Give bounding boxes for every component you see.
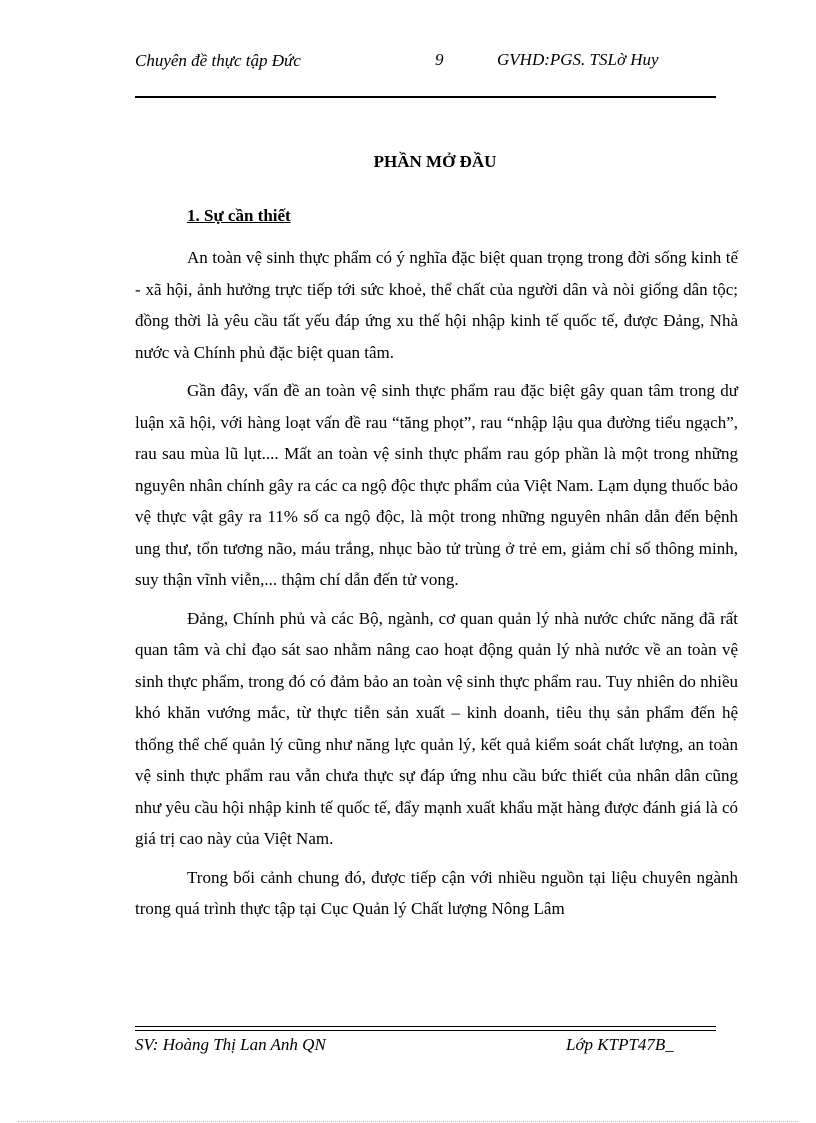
paragraph: An toàn vệ sinh thực phẩm có ý nghĩa đặc biệt quan trọng trong đời sống kinh tế - xã hội, ảnh hưởng trực tiếp tới sức khoẻ, thể chất của người dân và nòi giống dân tộc; đồng thời là yêu cầu tất yếu đáp ứng xu thế hội nhập kinh tế quốc tế, được Đảng, Nhà nước và Chính phủ đặc biệt quan tâm. (135, 248, 738, 362)
header-supervisor: GVHD:PGS. TSLờ Huy (497, 50, 659, 69)
body-content (135, 242, 738, 932)
paragraph: Gần đây, vấn đề an toàn vệ sinh thực phẩm rau đặc biệt gây quan tâm trong dư luận xã hội, với hàng loạt vấn đề rau “tăng phọt”, rau “nhập lậu qua đường tiểu ngạch”, rau sau mùa lũ lụt.... Mất an toàn vệ sinh thực phẩm rau góp phần là một trong những nguyên nhân chính gây ra các ca ngộ độc thực phẩm của Việt Nam. Lạm dụng thuốc bảo vệ thực vật gây ra 11% số ca ngộ độc, là một trong những nguyên nhân dẫn đến bệnh ung thư, tổn tương não, máu trắng, nhục bào tử trùng ở trẻ em, giảm chỉ số thông minh, suy thận vĩnh viễn,... thậm chí dẫn đến tử vong. (135, 381, 738, 589)
section-heading: 1. Sự cần thiết (187, 206, 291, 225)
footer-class: Lớp KTPT47B_ (566, 1035, 674, 1054)
header-document-title: Chuyên đề thực tập Đức (135, 51, 301, 70)
page-number: 9 (435, 50, 444, 69)
paragraph: Trong bối cảnh chung đó, được tiếp cận với nhiều nguồn tại liệu chuyên ngành trong quá trình thực tập tại Cục Quản lý Chất lượng Nông Lâm (135, 867, 738, 918)
page-edge-divider (18, 1121, 798, 1122)
footer-divider (135, 1026, 716, 1031)
footer-student-name: SV: Hoàng Thị Lan Anh QN (135, 1035, 326, 1054)
paragraph: Đảng, Chính phủ và các Bộ, ngành, cơ quan quản lý nhà nước chức năng đã rất quan tâm và chỉ đạo sát sao nhằm nâng cao hoạt động quản lý nhà nước về an toàn vệ sinh thực phẩm, trong đó có đảm bảo an toàn vệ sinh thực phẩm rau. Tuy nhiên do nhiều khó khăn vướng mắc, từ thực tiễn sản xuất – kinh doanh, tiêu thụ sản phẩm đến hệ thống thể chế quản lý cũng như năng lực quản lý, kết quả kiểm soát chất lượng, an toàn vệ sinh thực phẩm rau vẫn chưa thực sự đáp ứng nhu cầu bức thiết của nhân dân cũng như yêu cầu hội nhập kinh tế quốc tế, đẩy mạnh xuất khẩu mặt hàng được đánh giá là có giá trị cao này của Việt Nam. (135, 608, 738, 848)
page-header (135, 48, 716, 98)
page-title: PHẦN MỞ ĐẦU (373, 152, 497, 171)
